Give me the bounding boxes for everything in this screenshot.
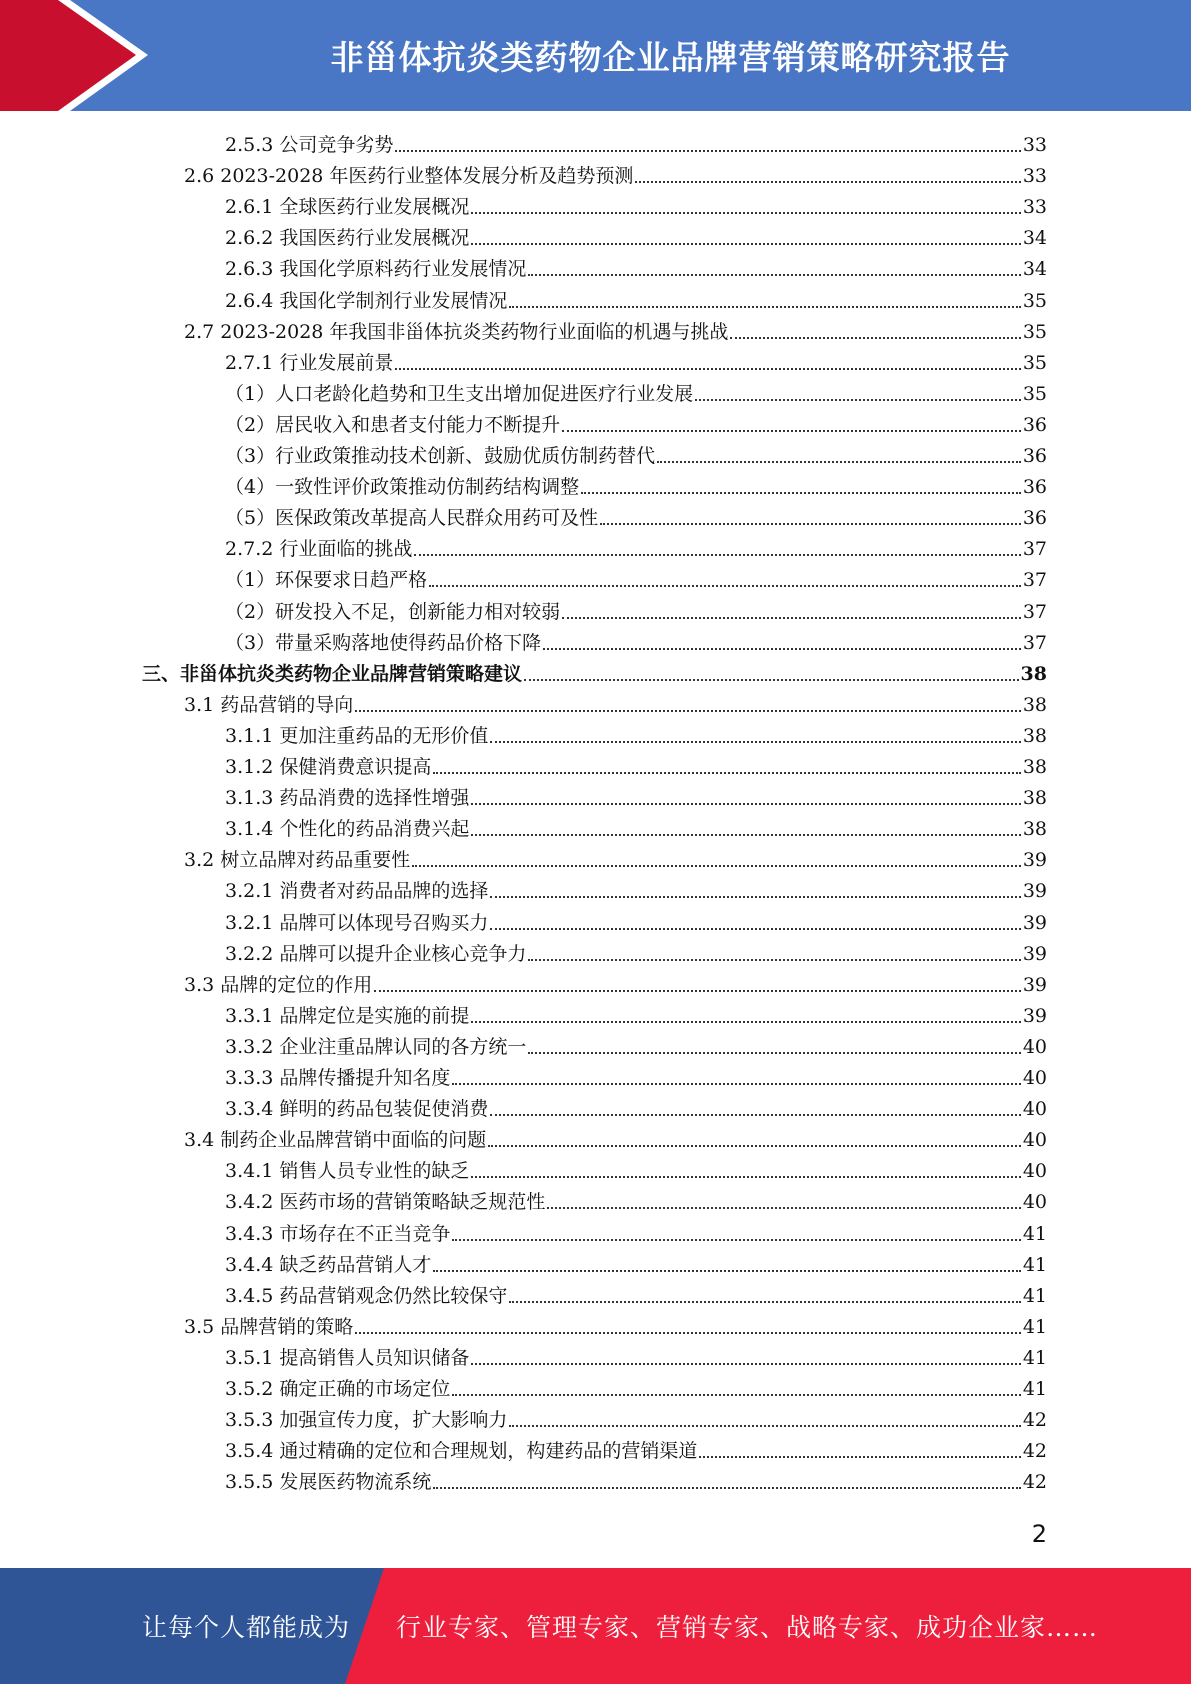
toc-entry[interactable] — [184, 843, 1047, 874]
toc-entry-title: （1）环保要求日趋严格 — [225, 569, 428, 592]
toc-entry-title: 2.6 2023-2028 年医药行业整体发展分析及趋势预测 — [184, 165, 634, 188]
toc-entry-page: 41 — [1022, 1315, 1047, 1338]
toc-dot-leader — [355, 710, 1021, 712]
toc-entry[interactable] — [225, 812, 1047, 843]
toc-entry-title: 3.4.5 药品营销观念仍然比较保守 — [225, 1284, 508, 1307]
toc-entry-page: 36 — [1022, 507, 1047, 530]
toc-entry[interactable] — [225, 1154, 1047, 1185]
toc-entry-page: 39 — [1022, 911, 1047, 934]
toc-dot-leader — [490, 741, 1020, 743]
toc-entry[interactable] — [225, 937, 1047, 968]
toc-entry-page: 34 — [1022, 227, 1047, 250]
toc-entry-title: 3.5.2 确定正确的市场定位 — [225, 1378, 451, 1400]
toc-dot-leader — [414, 554, 1020, 556]
toc-entry-title: （5）医保政策改革提高人民群众用药可及性 — [225, 507, 599, 530]
toc-entry-page: 38 — [1022, 724, 1047, 747]
toc-dot-leader — [695, 399, 1021, 401]
toc-entry[interactable] — [225, 501, 1047, 532]
toc-entry[interactable] — [225, 408, 1047, 439]
toc-entry[interactable] — [225, 128, 1047, 159]
toc-entry[interactable] — [184, 315, 1047, 346]
toc-entry-title: 3.4.1 销售人员专业性的缺乏 — [225, 1160, 470, 1183]
toc-entry-title: 3.2.1 品牌可以体现号召购买力 — [225, 911, 489, 934]
toc-dot-leader — [528, 1052, 1020, 1054]
toc-dot-leader — [452, 1083, 1020, 1085]
toc-entry-title: 3.3.3 品牌传播提升知名度 — [225, 1067, 451, 1089]
toc-entry-page: 40 — [1022, 1191, 1047, 1214]
toc-dot-leader — [471, 1176, 1020, 1178]
toc-entry-title: （1）人口老龄化趋势和卫生支出增加促进医疗行业发展 — [225, 382, 694, 405]
toc-entry-page: 33 — [1022, 165, 1047, 188]
toc-entry-page: 37 — [1022, 569, 1047, 592]
toc-dot-leader — [471, 212, 1020, 214]
toc-dot-leader — [509, 1425, 1020, 1427]
toc-dot-leader — [581, 492, 1021, 494]
toc-entry-page: 42 — [1022, 1471, 1047, 1494]
toc-entry[interactable] — [225, 781, 1047, 812]
toc-dot-leader — [562, 617, 1021, 619]
toc-dot-leader — [395, 150, 1020, 152]
toc-entry-page: 39 — [1022, 849, 1047, 872]
toc-dot-leader — [562, 430, 1021, 432]
toc-dot-leader — [730, 337, 1020, 339]
toc-entry[interactable] — [225, 221, 1047, 252]
toc-entry-title: 3.2.2 品牌可以提升企业核心竞争力 — [225, 942, 527, 965]
toc-entry-title: 2.6.4 我国化学制剂行业发展情况 — [225, 289, 508, 312]
toc-entry-title: 3.1 药品营销的导向 — [184, 693, 354, 716]
toc-entry[interactable] — [225, 1372, 1047, 1403]
toc-entry-page: 39 — [1022, 1004, 1047, 1027]
toc-entry-page: 37 — [1022, 600, 1047, 623]
toc-entry-title: 3.5 品牌营销的策略 — [184, 1315, 354, 1338]
toc-entry-title: （2）研发投入不足，创新能力相对较弱 — [225, 600, 561, 623]
toc-entry[interactable] — [184, 1310, 1047, 1341]
toc-entry-page: 33 — [1022, 196, 1047, 219]
toc-entry-title: 3.1.1 更加注重药品的无形价值 — [225, 724, 489, 747]
toc-entry[interactable] — [225, 906, 1047, 937]
toc-entry-title: 3.1.2 保健消费意识提高 — [225, 756, 432, 778]
toc-dot-leader — [635, 181, 1020, 183]
toc-entry-page: 34 — [1022, 258, 1047, 281]
toc-entry-page: 41 — [1022, 1284, 1047, 1307]
toc-entry-page: 40 — [1022, 1160, 1047, 1183]
footer-banner — [0, 1568, 1191, 1684]
toc-entry-page: 36 — [1022, 445, 1047, 467]
toc-entry[interactable] — [225, 252, 1047, 283]
toc-entry-page: 36 — [1022, 413, 1047, 436]
report-header — [0, 0, 1191, 111]
toc-entry[interactable] — [142, 657, 1047, 688]
toc-entry-page: 39 — [1022, 973, 1047, 996]
toc-entry-page: 37 — [1022, 538, 1047, 561]
toc-dot-leader — [488, 1145, 1021, 1147]
toc-entry-page: 40 — [1022, 1098, 1047, 1121]
toc-entry-page: 38 — [1022, 756, 1047, 778]
toc-entry-title: 3.2 树立品牌对药品重要性 — [184, 849, 411, 872]
toc-entry-page: 38 — [1022, 787, 1047, 810]
toc-dot-leader — [509, 1301, 1020, 1303]
toc-dot-leader — [543, 648, 1021, 650]
toc-entry-page: 41 — [1022, 1222, 1047, 1245]
toc-entry-title: 3.5.1 提高销售人员知识储备 — [225, 1346, 470, 1369]
toc-entry-page: 42 — [1022, 1409, 1047, 1432]
toc-dot-leader — [355, 1332, 1021, 1334]
toc-dot-leader — [490, 928, 1020, 930]
toc-entry-title: 3.5.3 加强宣传力度，扩大影响力 — [225, 1409, 508, 1432]
toc-entry-title: 2.6.1 全球医药行业发展概况 — [225, 196, 470, 219]
toc-entry-title: 3.1.3 药品消费的选择性增强 — [225, 787, 470, 810]
toc-dot-leader — [433, 772, 1020, 774]
toc-dot-leader — [471, 1021, 1020, 1023]
toc-dot-leader — [452, 1239, 1020, 1241]
toc-entry-page: 33 — [1022, 134, 1047, 156]
toc-dot-leader — [471, 834, 1020, 836]
footer-slogan-left: 让每个人都能成为 — [142, 1613, 351, 1642]
toc-entry-page: 41 — [1022, 1346, 1047, 1369]
toc-entry-page: 41 — [1022, 1378, 1047, 1400]
toc-entry-title: 三、非甾体抗炎类药物企业品牌营销策略建议 — [142, 662, 523, 685]
toc-dot-leader — [429, 585, 1021, 587]
toc-entry[interactable] — [225, 1403, 1047, 1434]
toc-entry[interactable] — [225, 1217, 1047, 1248]
toc-entry-title: （3）行业政策推动技术创新、鼓励优质仿制药替代 — [225, 445, 656, 467]
toc-entry[interactable] — [225, 1434, 1047, 1465]
toc-dot-leader — [699, 1456, 1020, 1458]
toc-entry-title: 3.5.5 发展医药物流系统 — [225, 1471, 432, 1494]
toc-entry[interactable] — [225, 1030, 1047, 1061]
toc-entry[interactable] — [184, 968, 1047, 999]
toc-dot-leader — [509, 306, 1020, 308]
toc-entry[interactable] — [225, 719, 1047, 750]
toc-entry-title: （2）居民收入和患者支付能力不断提升 — [225, 413, 561, 436]
toc-dot-leader — [490, 1114, 1020, 1116]
toc-entry-title: 3.4 制药企业品牌营销中面临的问题 — [184, 1129, 487, 1152]
toc-entry-page: 41 — [1022, 1253, 1047, 1276]
toc-entry[interactable] — [225, 563, 1047, 594]
toc-entry[interactable] — [225, 470, 1047, 501]
toc-entry[interactable] — [225, 1092, 1047, 1123]
toc-entry-title: 3.3.4 鲜明的药品包装促使消费 — [225, 1098, 489, 1121]
toc-entry-page: 37 — [1022, 631, 1047, 654]
toc-dot-leader — [433, 1270, 1020, 1272]
toc-entry-page: 38 — [1022, 818, 1047, 841]
toc-entry[interactable] — [225, 1248, 1047, 1279]
toc-entry-title: 3.3 品牌的定位的作用 — [184, 973, 373, 996]
toc-dot-leader — [471, 1363, 1020, 1365]
toc-dot-leader — [528, 959, 1020, 961]
toc-entry[interactable] — [184, 688, 1047, 719]
toc-entry[interactable] — [225, 1061, 1047, 1092]
toc-entry-title: 3.3.1 品牌定位是实施的前提 — [225, 1004, 470, 1027]
toc-entry-title: （3）带量采购落地使得药品价格下降 — [225, 631, 542, 654]
toc-entry[interactable] — [225, 1465, 1047, 1496]
report-title: 非甾体抗炎类药物企业品牌营销策略研究报告 — [330, 38, 1011, 77]
toc-entry-title: 2.6.2 我国医药行业发展概况 — [225, 227, 470, 250]
toc-entry-page: 40 — [1022, 1129, 1047, 1152]
footer-slogan-right: 行业专家、管理专家、营销专家、战略专家、成功企业家…… — [396, 1613, 1099, 1642]
toc-entry[interactable] — [184, 159, 1047, 190]
toc-entry[interactable] — [225, 1341, 1047, 1372]
toc-entry[interactable] — [225, 284, 1047, 315]
toc-entry[interactable] — [225, 377, 1047, 408]
toc-dot-leader — [524, 679, 1019, 681]
toc-entry[interactable] — [225, 346, 1047, 377]
toc-entry-title: 2.7.1 行业发展前景 — [225, 351, 394, 374]
toc-entry-title: 2.7.2 行业面临的挑战 — [225, 538, 413, 561]
toc-entry[interactable] — [225, 1279, 1047, 1310]
toc-entry[interactable] — [225, 750, 1047, 781]
toc-entry-title: 2.7 2023-2028 年我国非甾体抗炎类药物行业面临的机遇与挑战 — [184, 320, 729, 343]
toc-entry-page: 40 — [1022, 1035, 1047, 1058]
toc-entry-page: 39 — [1022, 942, 1047, 965]
toc-dot-leader — [412, 865, 1021, 867]
toc-entry[interactable] — [225, 999, 1047, 1030]
toc-entry-page: 36 — [1022, 476, 1047, 499]
toc-entry-title: 3.4.3 市场存在不正当竞争 — [225, 1222, 451, 1245]
toc-dot-leader — [433, 1487, 1020, 1489]
toc-entry[interactable] — [225, 626, 1047, 657]
toc-dot-leader — [490, 896, 1020, 898]
toc-entry[interactable] — [225, 1185, 1047, 1216]
toc-entry-page: 38 — [1020, 662, 1047, 685]
toc-entry-title: 3.4.4 缺乏药品营销人才 — [225, 1253, 432, 1276]
toc-entry-page: 42 — [1022, 1440, 1047, 1463]
toc-entry-page: 38 — [1022, 693, 1047, 716]
toc-entry-title: 2.5.3 公司竞争劣势 — [225, 134, 394, 156]
toc-dot-leader — [528, 274, 1020, 276]
toc-entry[interactable] — [225, 532, 1047, 563]
toc-dot-leader — [471, 243, 1020, 245]
toc-dot-leader — [600, 523, 1021, 525]
toc-entry-title: 3.2.1 消费者对药品品牌的选择 — [225, 880, 489, 903]
toc-entry-title: 2.6.3 我国化学原料药行业发展情况 — [225, 258, 527, 281]
toc-dot-leader — [547, 1207, 1020, 1209]
toc-entry-page: 35 — [1022, 382, 1047, 405]
toc-entry-page: 39 — [1022, 880, 1047, 903]
toc-entry[interactable] — [225, 190, 1047, 221]
toc-entry-title: 3.5.4 通过精确的定位和合理规划，构建药品的营销渠道 — [225, 1440, 698, 1463]
toc-dot-leader — [657, 461, 1021, 463]
toc-entry-page: 40 — [1022, 1067, 1047, 1089]
page-number: 2 — [1031, 1520, 1047, 1548]
toc-entry[interactable] — [225, 439, 1047, 470]
toc-entry[interactable] — [225, 874, 1047, 905]
toc-dot-leader — [374, 990, 1021, 992]
toc-entry-title: 3.4.2 医药市场的营销策略缺乏规范性 — [225, 1191, 546, 1214]
toc-entry-title: （4）一致性评价政策推动仿制药结构调整 — [225, 476, 580, 499]
toc-entry[interactable] — [225, 595, 1047, 626]
toc-dot-leader — [395, 368, 1020, 370]
toc-entry-title: 3.1.4 个性化的药品消费兴起 — [225, 818, 470, 841]
toc-entry-page: 35 — [1022, 320, 1047, 343]
toc-dot-leader — [452, 1394, 1020, 1396]
toc-entry-page: 35 — [1022, 289, 1047, 312]
toc-entry-page: 35 — [1022, 351, 1047, 374]
toc-dot-leader — [471, 803, 1020, 805]
toc-entry-title: 3.3.2 企业注重品牌认同的各方统一 — [225, 1035, 527, 1058]
toc-entry[interactable] — [184, 1123, 1047, 1154]
